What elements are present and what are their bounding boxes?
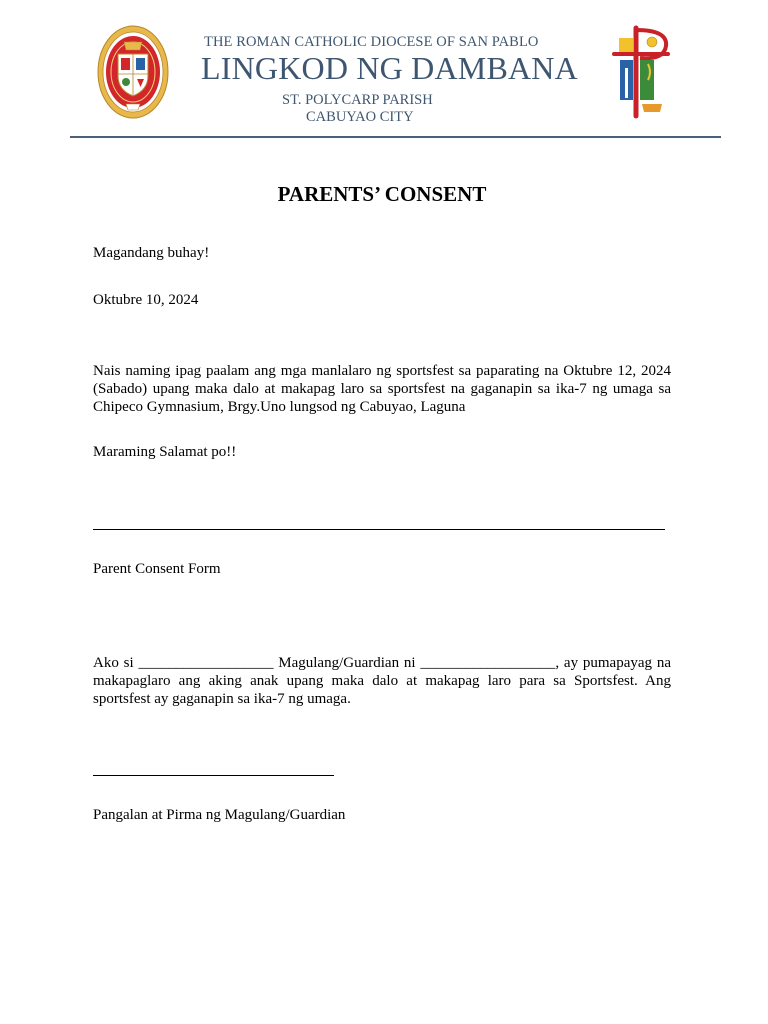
header-divider: [70, 136, 721, 138]
city-name: CABUYAO CITY: [306, 109, 414, 125]
diocese-seal-icon: [96, 24, 170, 120]
signature-label: Pangalan at Pirma ng Magulang/Guardian: [93, 807, 346, 823]
letter-body-line: Chipeco Gymnasium, Brgy.Uno lungsod ng Cabuyao, Laguna: [93, 399, 466, 415]
letter-body: [93, 362, 671, 416]
letter-body-line: (Sabado) upang maka dalo at makapag laro sa sportsfest na gaganapin sa ika-7 ng umaga sa: [93, 381, 671, 397]
consent-statement: [93, 654, 671, 708]
letter-body-line: Nais naming ipag paalam ang mga manlalaro ng sportsfest sa paparating na Oktubre 12, 2024: [93, 363, 671, 379]
altar-server-logo-icon: [606, 24, 676, 120]
consent-statement-line: sportsfest ay gaganapin sa ika-7 ng umaga.: [93, 691, 351, 707]
greeting: Magandang buhay!: [93, 245, 210, 261]
parish-name: ST. POLYCARP PARISH: [282, 92, 433, 108]
closing-remark: Maraming Salamat po!!: [93, 444, 237, 460]
document-title: PARENTS’ CONSENT: [277, 182, 487, 206]
signature-line: [93, 775, 334, 776]
organization-name: LINGKOD NG DAMBANA: [201, 50, 578, 86]
consent-statement-line: makapaglaro ang aking anak upang maka dalo at makapag laro para sa Sportsfest. Ang: [93, 673, 671, 689]
form-heading: Parent Consent Form: [93, 561, 221, 577]
letter-date: Oktubre 10, 2024: [93, 292, 199, 308]
letterhead: [0, 0, 768, 140]
diocese-name: THE ROMAN CATHOLIC DIOCESE OF SAN PABLO: [204, 34, 539, 50]
separator-line: [93, 529, 665, 530]
consent-statement-line: Ako si __________________ Magulang/Guardian ni __________________, ay pumapayag na: [93, 655, 671, 671]
